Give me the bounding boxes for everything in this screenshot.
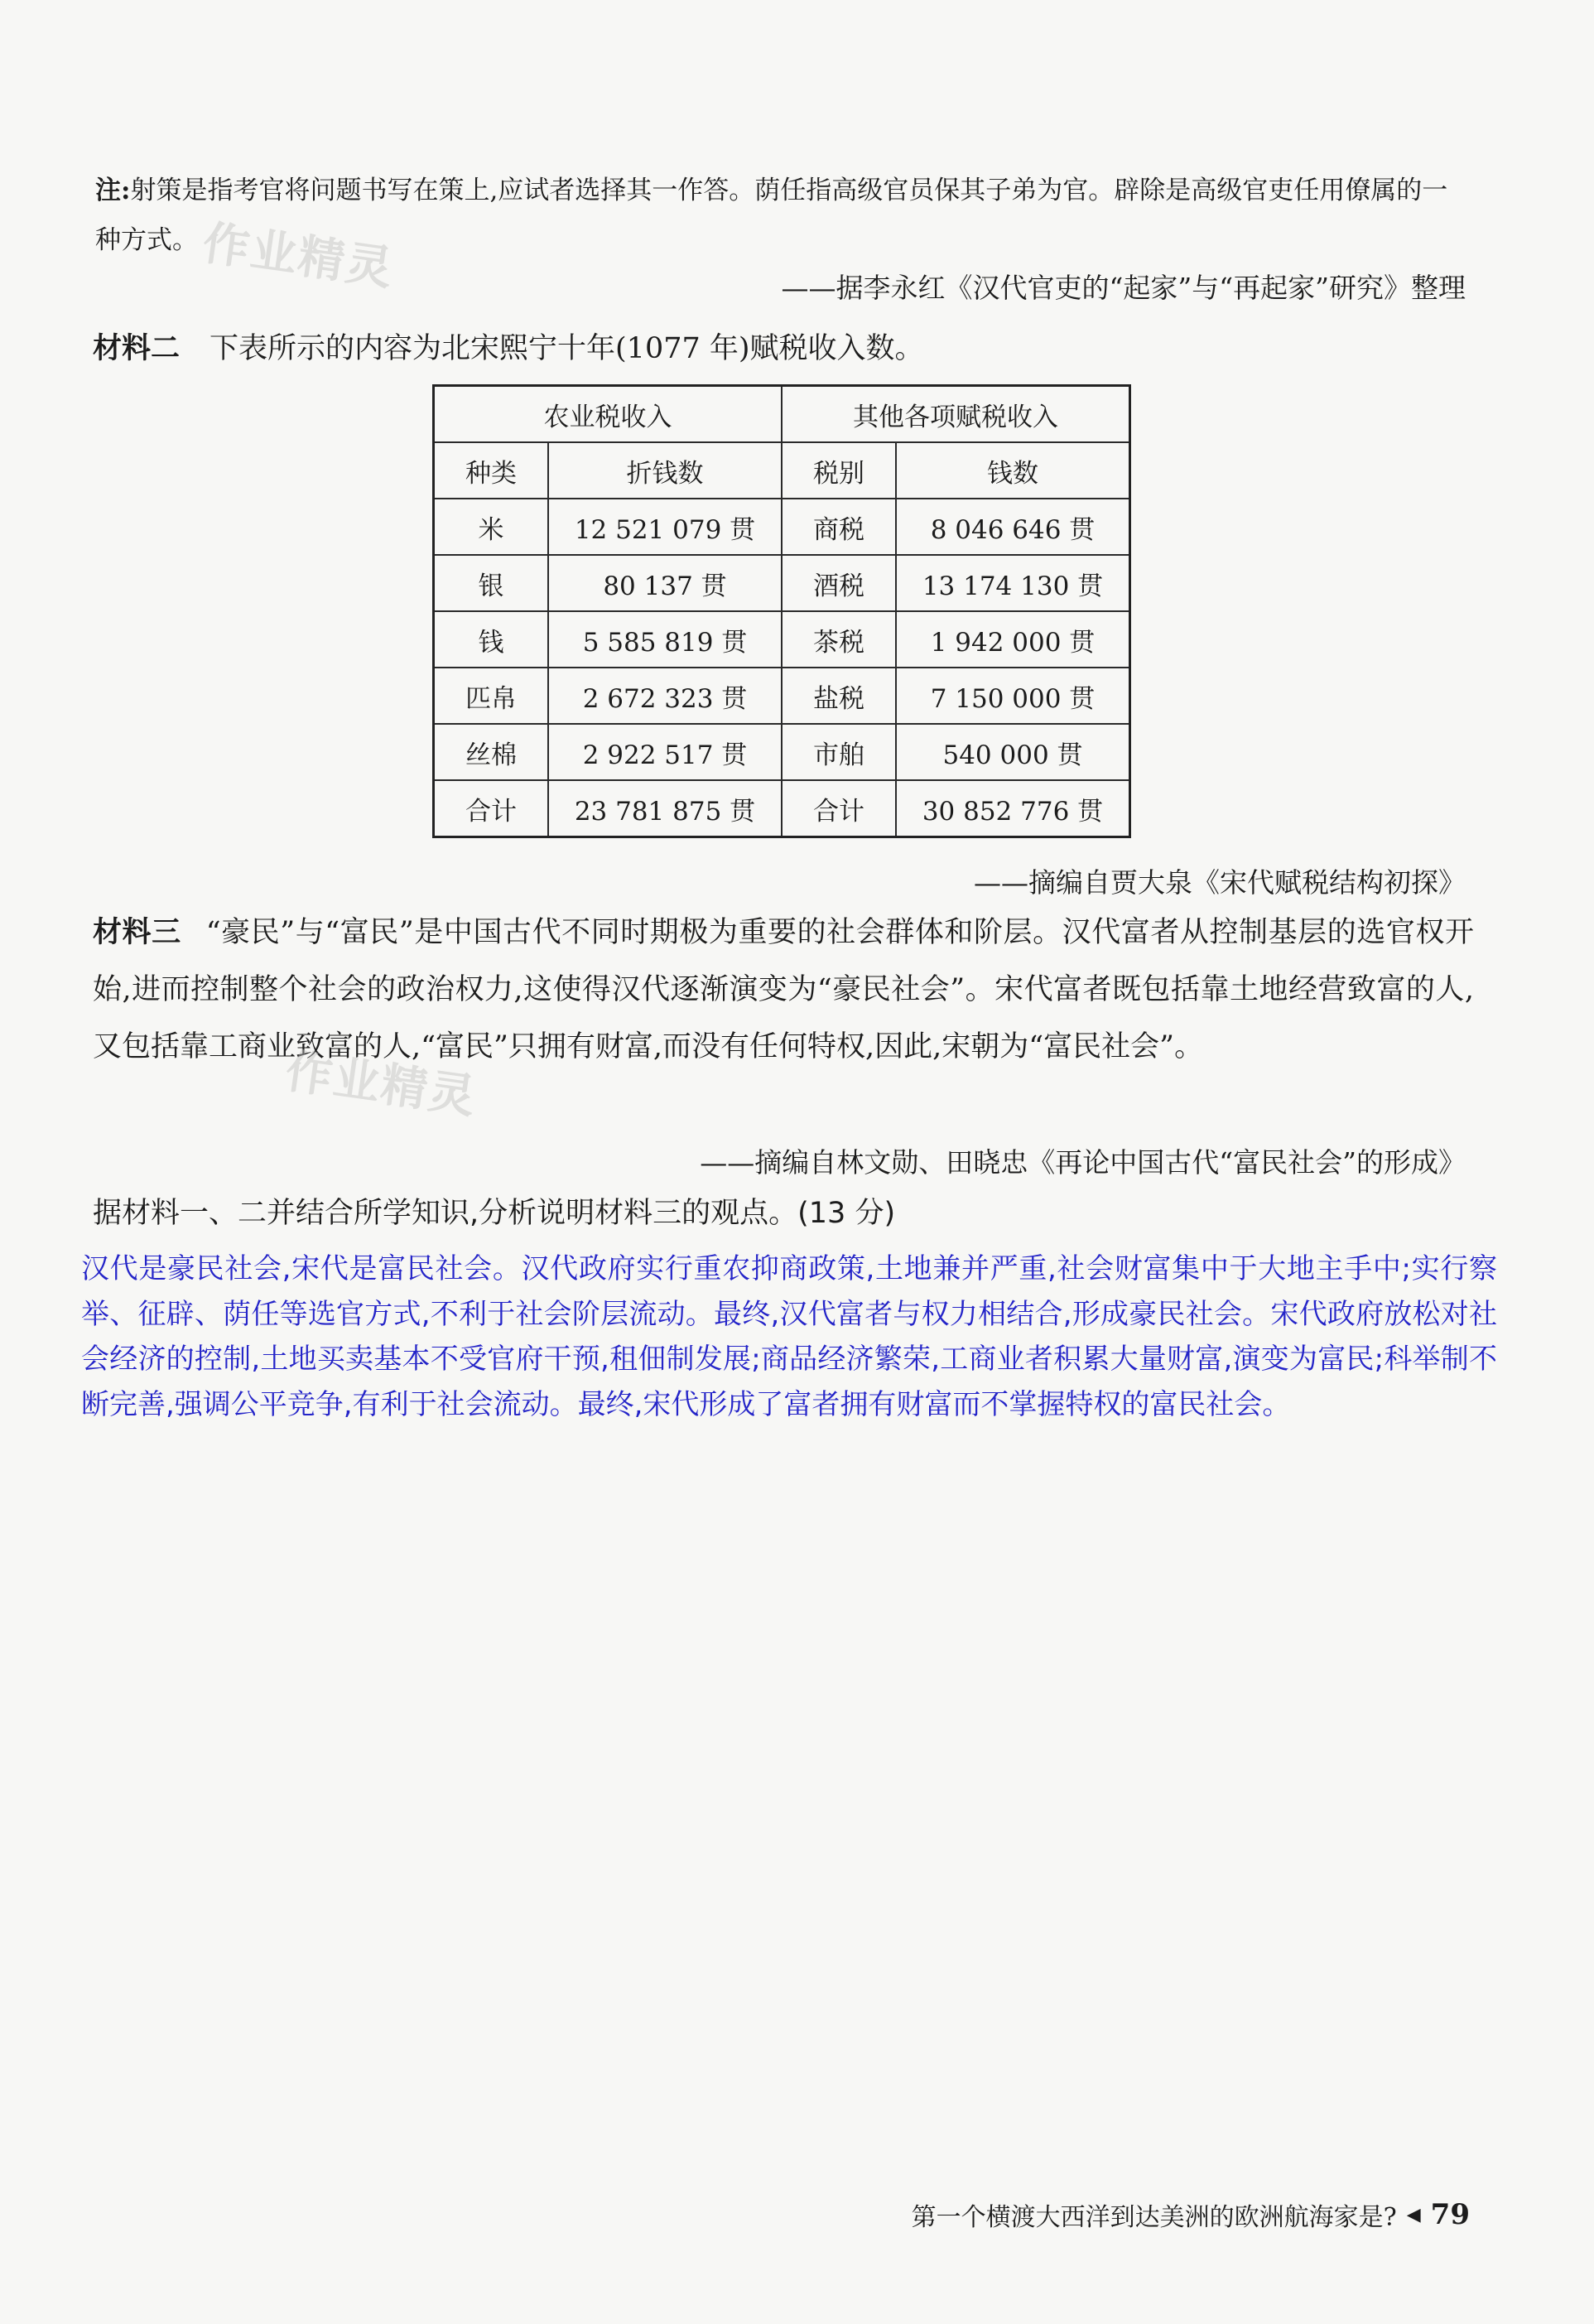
triangle-left-icon: ◀ bbox=[1406, 2204, 1421, 2225]
material3-source: ——摘编自林文勋、田晓忠《再论中国古代“富民社会”的形成》 bbox=[700, 1146, 1466, 1179]
material2-label: 材料二 bbox=[93, 332, 181, 365]
group-header-agriculture: 农业税收入 bbox=[434, 386, 783, 443]
page-number: 79 bbox=[1430, 2198, 1470, 2231]
table-row bbox=[434, 668, 1130, 724]
table-cell: 12 521 079 贯 bbox=[548, 499, 782, 555]
question-text: 据材料一、二并结合所学知识,分析说明材料三的观点。(13 分) bbox=[93, 1197, 896, 1230]
material2-heading bbox=[93, 320, 1476, 378]
table-cell: 23 781 875 贯 bbox=[548, 780, 782, 837]
col-header: 税别 bbox=[782, 442, 896, 499]
col-header: 折钱数 bbox=[548, 442, 782, 499]
page-footer bbox=[912, 2196, 1470, 2233]
table-cell: 钱 bbox=[434, 611, 549, 668]
table-row bbox=[434, 724, 1130, 780]
material2-text: 下表所示的内容为北宋熙宁十年(1077 年)赋税收入数。 bbox=[209, 332, 924, 365]
table-cell: 2 672 323 贯 bbox=[548, 668, 782, 724]
table-cell: 1 942 000 贯 bbox=[896, 611, 1130, 668]
table-cell: 80 137 贯 bbox=[548, 555, 782, 611]
note-text: 射策是指考官将问题书写在策上,应试者选择其一作答。荫任指高级官员保其子弟为官。辟除是高级官吏任用僚属的一种方式。 bbox=[95, 176, 1448, 255]
table-cell: 5 585 819 贯 bbox=[548, 611, 782, 668]
group-header-other: 其他各项赋税收入 bbox=[782, 386, 1130, 443]
col-header: 种类 bbox=[434, 442, 549, 499]
table-cell: 8 046 646 贯 bbox=[896, 499, 1130, 555]
col-header: 钱数 bbox=[896, 442, 1130, 499]
table-cell: 米 bbox=[434, 499, 549, 555]
table-cell: 盐税 bbox=[782, 668, 896, 724]
tax-revenue-table bbox=[432, 384, 1131, 838]
watermark-logo: 作业精灵 bbox=[199, 216, 397, 297]
table-cell: 丝棉 bbox=[434, 724, 549, 780]
note-label: 注: bbox=[95, 176, 131, 205]
table-cell: 银 bbox=[434, 555, 549, 611]
material2-source: ——摘编自贾大泉《宋代赋税结构初探》 bbox=[974, 866, 1466, 899]
table-row bbox=[434, 555, 1130, 611]
table-row-total bbox=[434, 780, 1130, 837]
table-row bbox=[434, 499, 1130, 555]
table-cell: 合计 bbox=[434, 780, 549, 837]
table-row bbox=[434, 611, 1130, 668]
table-cell: 市舶 bbox=[782, 724, 896, 780]
table-cell: 合计 bbox=[782, 780, 896, 837]
footer-question: 第一个横渡大西洋到达美洲的欧洲航海家是? bbox=[911, 2203, 1397, 2232]
table-cell: 7 150 000 贯 bbox=[896, 668, 1130, 724]
table-cell: 匹帛 bbox=[434, 668, 549, 724]
table-cell: 商税 bbox=[782, 499, 896, 555]
material3-label: 材料三 bbox=[93, 916, 181, 949]
table-cell: 13 174 130 贯 bbox=[896, 555, 1130, 611]
material3-text: “豪民”与“富民”是中国古代不同时期极为重要的社会群体和阶层。汉代富者从控制基层的选官权开始,进而控制整个社会的政治权力,这使得汉代逐渐演变为“豪民社会”。宋代富者既包括靠土地经营致富的人,又包括靠工商业致富的人,“富民”只拥有财富,而没有任何特权,因此,宋朝为“富民社会”。 bbox=[93, 916, 1474, 1063]
table-cell: 30 852 776 贯 bbox=[896, 780, 1130, 837]
material1-source: ——据李永红《汉代官吏的“起家”与“再起家”研究》整理 bbox=[781, 272, 1466, 304]
table-cell: 茶税 bbox=[782, 611, 896, 668]
table-cell: 酒税 bbox=[782, 555, 896, 611]
handwritten-answer: 汉代是豪民社会,宋代是富民社会。汉代政府实行重农抑商政策,土地兼并严重,社会财富集中于大地主手中;实行察举、征辟、荫任等选官方式,不利于社会阶层流动。最终,汉代富者与权力相结合,形成豪民社会。宋代政府放松对社会经济的控制,土地买卖基本不受官府干预,租佃制发展;商品经济繁荣,工商业者积累大量财富,演变为富民;科举制不断完善,强调公平竞争,有利于社会流动。最终,宋代形成了富者拥有财富而不掌握特权的富民社会。 bbox=[81, 1252, 1497, 1421]
table-cell: 2 922 517 贯 bbox=[548, 724, 782, 780]
watermark-logo: 作业精灵 bbox=[282, 1044, 480, 1125]
table-cell: 540 000 贯 bbox=[896, 724, 1130, 780]
